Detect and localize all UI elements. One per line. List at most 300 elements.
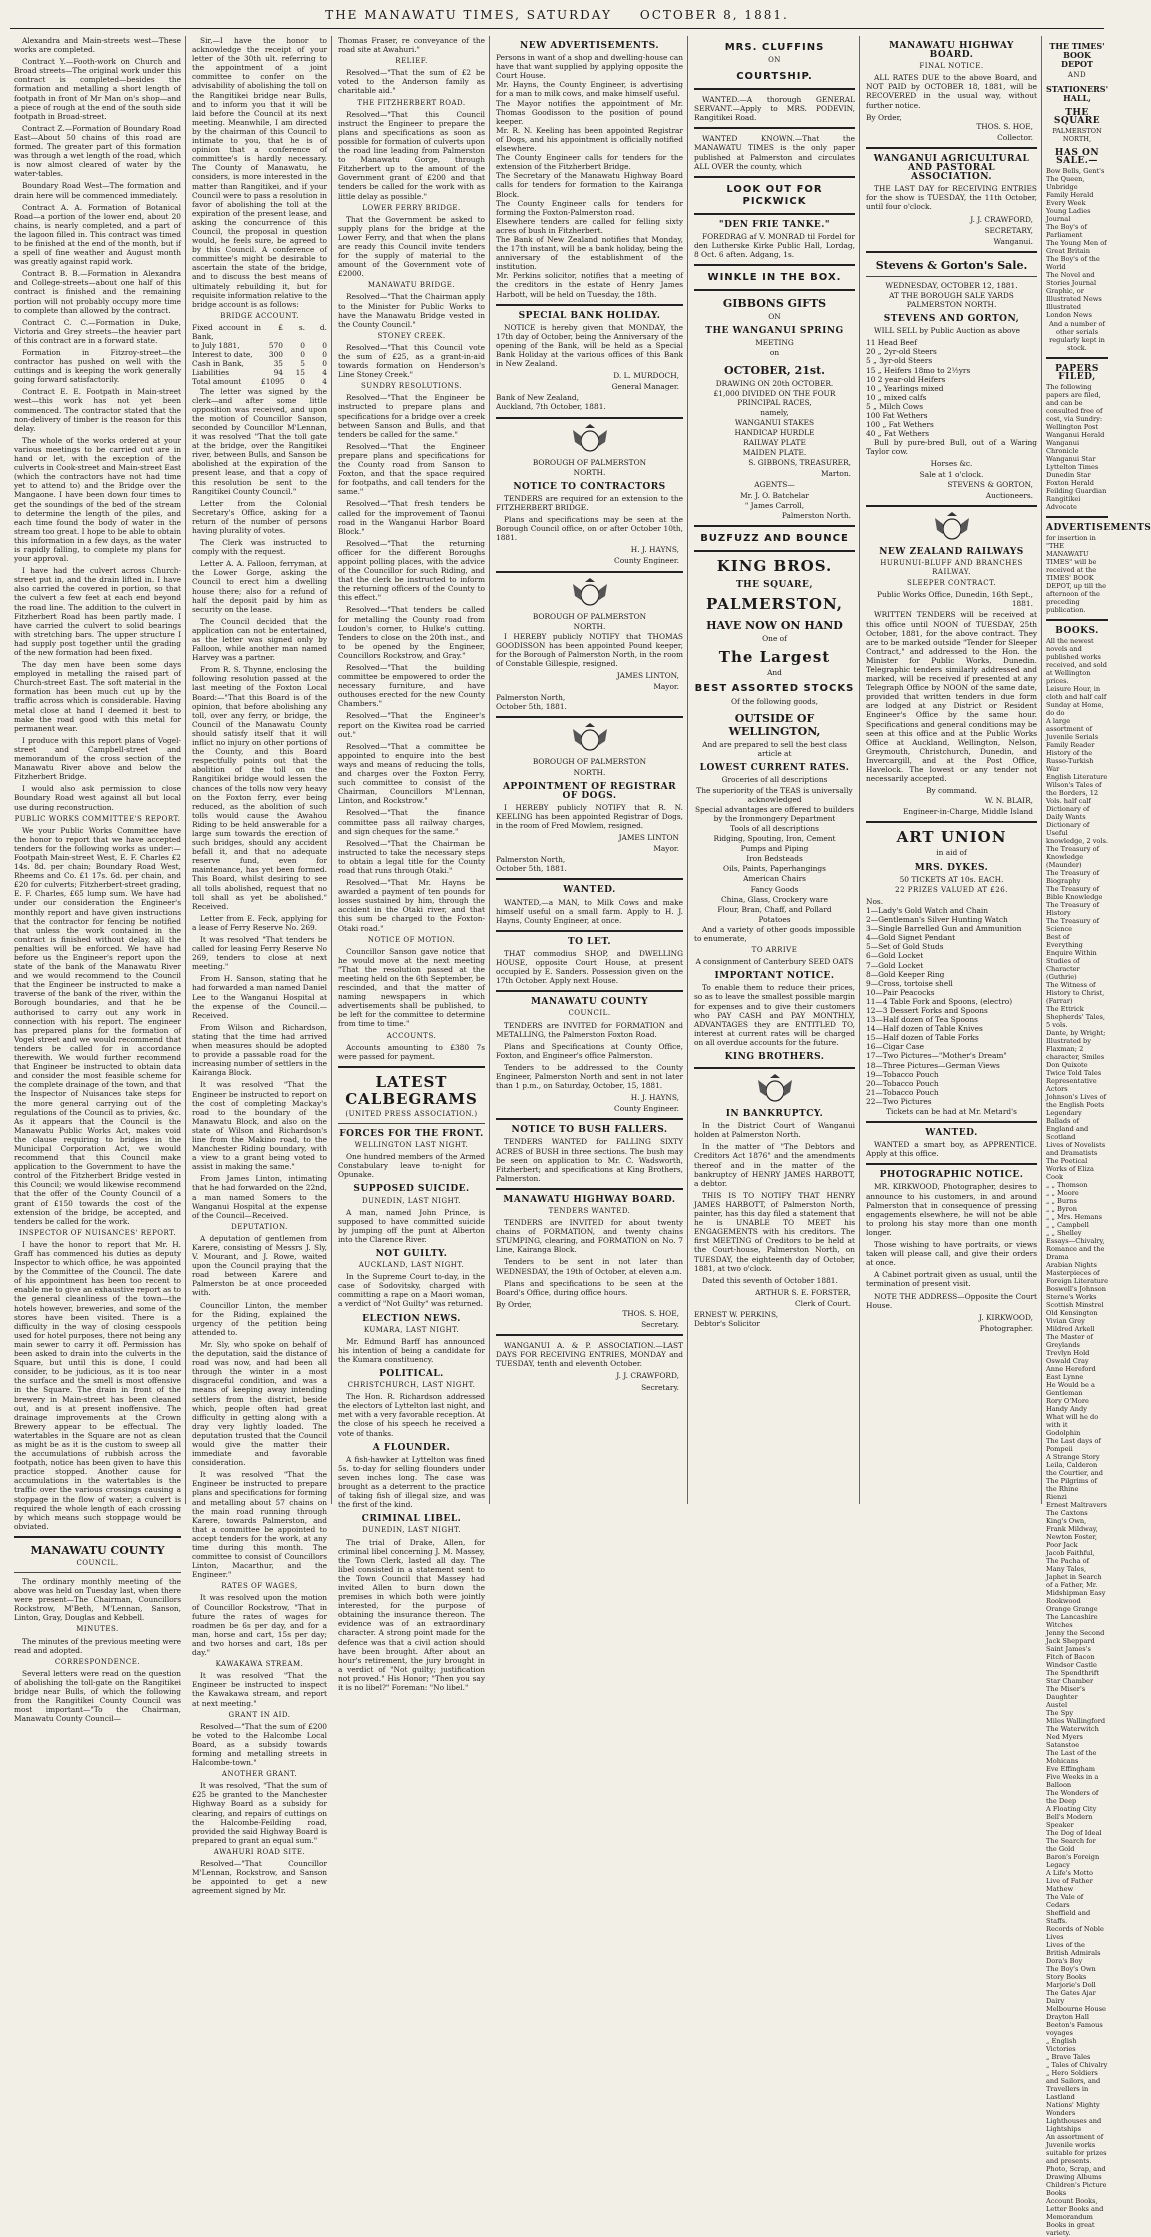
list-item: 5 „ 3yr-old Steers	[866, 356, 933, 366]
text: Horses &c.	[930, 459, 973, 469]
list-item: Rangitikei Advocate	[1046, 495, 1081, 511]
list-item: Rory O'More	[1046, 1397, 1089, 1405]
signature: October 5th, 1881.	[496, 702, 567, 712]
signature: ARTHUR S. E. FORSTER,	[755, 1287, 851, 1297]
list-item: Ernest Maltravers	[1046, 1501, 1107, 1509]
subhead: RATES OF WAGES,	[221, 1582, 298, 1591]
list-item: Wanganui Star	[1046, 455, 1096, 463]
divider	[694, 550, 855, 552]
list-item: 16—Cigar Case	[866, 1042, 925, 1052]
list-item: 5 „ Milch Cows	[866, 401, 923, 411]
list-item: East Lynne	[1046, 1373, 1084, 1381]
list-item: Austel	[1046, 1701, 1068, 1709]
divider	[496, 304, 683, 306]
para: WANTED KNOWN.—That the MANAWATU TIMES is the only paper published at Palmerston and circulates ALL OVER the county, which	[694, 134, 855, 171]
heading: ART UNION	[896, 828, 1007, 847]
heading: PAPERS FILED,	[1055, 364, 1099, 382]
text: £1,000 DIVIDED ON THE FOUR PRINCIPAL RACES,	[713, 388, 836, 407]
divider	[866, 1121, 1037, 1123]
text: DRAWING ON 20th OCTOBER.	[715, 378, 834, 388]
para: And a variety of other goods impossible to enumerate,	[694, 924, 855, 943]
list-item: Trevlyn Hold	[1046, 1349, 1090, 1357]
royal-crest-icon	[567, 578, 613, 608]
list-item: Nations' Mighty Wonders	[1046, 2101, 1100, 2117]
para: Resolved—"That tenders be called for metalling the County road from Loudon's corner, to Hulke's cutting. Tenders to close on the 20th inst., and to be opened by the Engineer, Councillors Rockstrow, and Gray."	[338, 605, 485, 660]
heading: ADVERTISEMENTS	[1046, 523, 1151, 533]
list-item: 5—Set of Gold Studs	[866, 942, 944, 952]
list-item: The Treasury of Bible Knowledge	[1046, 885, 1103, 901]
text: An assortment of Juvenile works suitable for prizes and presents.	[1046, 2133, 1107, 2165]
dateline: WELLINGTON LAST NIGHT.	[354, 1141, 469, 1150]
subhead: HURUNUI-BLUFF AND BRANCHES RAILWAY.	[880, 558, 1023, 577]
serials-list	[1046, 167, 1108, 319]
divider	[496, 571, 683, 573]
list-item: Jacob Faithful, The Pacha of Many Tales, Japhet in Search of a Father, Mr. Midshipman Easy	[1046, 1549, 1106, 1597]
para: Resolved—"That Councillor M'Lennan, Rockstrow, and Sanson be appointed to get a new agreement signed by Mr.	[192, 1859, 327, 1896]
list-item: Lighthouses and Lightships	[1046, 2117, 1102, 2133]
subhead: THE FITZHERBERT ROAD.	[357, 98, 466, 107]
list-item: Foxton Herald	[1046, 479, 1094, 487]
para: WILL SELL by Public Auction as above	[874, 326, 1021, 336]
para: Sir,—I have the honor to acknowledge the receipt of your letter of the 30th ult. referring to the appointment of a joint committee to confer on the advisability of abolishing the toll on the Rangitikei bridge near Bulls, and to inform you that it will be laid before the Council at its next meeting. Meanwhile, I am directed by the chairman of this Council to intimate to you, that he is of opinion that a conference of committee's is hardly necessary. The County of Manawatu, he considers, is more interested in the matter than Rangitikei, and if your Council were to pass a resolution in favor of abolishing the toll at the expiration of the present lease, and asking the concurrence of this Council, the proposal in question would, he feels sure, be agreed to by this Council. A conference of committee's might be desirable to ascertain the state of the bridge, and to discuss the best means of ultimately rebuilding it, but for requisite information relative to the bridge account is as follows:	[192, 36, 327, 309]
signature: S. GIBBONS, TREASURER,	[748, 458, 851, 468]
subhead: AND	[1067, 71, 1087, 79]
list-item: 1—Lady's Gold Watch and Chain	[866, 905, 989, 915]
list-item: China, Glass, Crockery ware	[721, 894, 828, 904]
para: Letter from E. Feck, applying for a lease of Ferry Reserve No. 269.	[192, 913, 327, 932]
list-item: Vivian Grey	[1046, 1317, 1085, 1325]
para: WANTED a smart boy, as APPRENTICE. Apply at this office.	[866, 1140, 1037, 1159]
text: MEETING	[755, 338, 794, 348]
divider	[694, 213, 855, 215]
signature: Collector.	[997, 132, 1033, 142]
para: The Hon. R. Richardson addressed the electors of Lyttelton last night, and met with a very favorable reception. At the close of his speech he received a vote of thanks.	[338, 1392, 485, 1438]
heading: IN BANKRUPTCY.	[725, 1109, 824, 1120]
para: Resolved—"That fresh tenders be called for the improvement of Taonui road in the Wanganui Harbor Board Block."	[338, 499, 485, 536]
divider	[694, 289, 855, 291]
account-cell: d.	[319, 322, 327, 332]
list-item: Oils, Paints, Paperhangings	[723, 864, 826, 874]
list-item: Bow Bells, Gent's	[1046, 167, 1105, 175]
text: 50 TICKETS AT 10s. EACH.	[899, 874, 1004, 884]
list-item: Fancy Goods	[750, 884, 799, 894]
para: Contract A. A. Formation of Botanical Road—a portion of the lower end, about 20 chains, is nearly completed, and a part of the lagoon filled in. This contract was timed to be finished at the end of the month, but if a spell of fine weather and August month was greatly against rapid work.	[14, 202, 181, 267]
column-7	[1044, 36, 1151, 2237]
list-item: Baron's Foreign Legacy	[1046, 1853, 1100, 1869]
subhead: MINUTES.	[76, 1625, 119, 1634]
divider	[1046, 357, 1108, 359]
divider	[694, 525, 855, 527]
list-item: A Strange Story	[1046, 1453, 1100, 1461]
list-item: Jack Sheppard	[1046, 1637, 1095, 1645]
para: Contract B. B.—Formation in Alexandra and College-streets—about one half of this contract is finished and the remaining portion will not probably occupy more time to complete than allowed by the contract.	[14, 269, 181, 315]
heading: THE SQUARE	[1053, 108, 1101, 126]
signature: Auctioneers.	[985, 490, 1033, 500]
para: TENDERS are INVITED for about twenty chains of FORMATION, and twenty chains STUMPING, clearing, and FORMATION on No. 7 Line, Kairanga Block.	[496, 1218, 683, 1255]
heading: BOROUGH OF PALMERSTON	[532, 457, 647, 467]
divider	[14, 1536, 181, 1538]
text: AT THE BOROUGH SALE YARDS PALMERSTON NORTH.	[889, 290, 1014, 309]
column-6	[862, 36, 1042, 1504]
royal-crest-icon	[567, 424, 613, 454]
list-item: 6—Gold Locket	[866, 951, 924, 961]
paper-date: OCTOBER 8, 1881.	[639, 8, 789, 22]
account-cell: Fixed account in Bank,	[192, 322, 261, 341]
list-item: Eve Effingham	[1046, 1765, 1096, 1773]
list-item: The Search for the Gold	[1046, 1837, 1096, 1853]
heading: LOWEST CURRENT RATES.	[699, 763, 850, 774]
heading: WANGANUI AGRICULTURAL AND PASTORAL ASSOCIATION.	[873, 153, 1030, 183]
signature: Clerk of Court.	[794, 1298, 851, 1308]
account-cell: £1095	[261, 377, 285, 387]
para: ALL RATES DUE to the above Board, and NOT PAID by OCTOBER 18, 1881, will be RECOVERED in the usual way, without further notice.	[866, 73, 1037, 110]
divider	[866, 147, 1037, 149]
para: The trial of Drake, Allen, for criminal libel concerning J. M. Massey, the Town Clerk, lasted all day. The libel consisted in a statement sent to the Town Council that Massey had invited Allen to burn down the premises in which both were jointly interested, for the purpose of obtaining the insurance thereon. The evidence was of an extraordinary character. A strong point made for the defence was that a civil action should have been brought. After about an hour's retirement, the jury brought in a verdict of "Not guilty; justification not proved." His Honor; "Then you say it is no libel?" Foreman: "No libel."	[338, 1537, 485, 1692]
signature: ERNEST W. PERKINS,	[694, 1309, 779, 1319]
account-cell: £	[278, 322, 283, 332]
list-item: Saint James's	[1046, 1645, 1091, 1653]
heading: THE WANGANUI SPRING	[705, 326, 844, 337]
list-item: Old Kensington	[1046, 1309, 1098, 1317]
list-item: The Spy	[1046, 1709, 1074, 1717]
list-item: MAIDEN PLATE.	[742, 448, 807, 458]
para: WANTED,—a MAN, to Milk Cows and make himself useful on a small farm. Apply to H. J. Hayns, County Engineer, at once.	[496, 897, 683, 925]
list-item: Illustrated London News	[1046, 303, 1092, 319]
heading: STATIONERS' HALL,	[1046, 84, 1109, 103]
list-item: The Secretary of the Manawatu Highway Board calls for tenders for formation to the Kairanga Block.	[496, 171, 683, 199]
para: It was resolved upon the motion of Councillor Rockstrow, "That in future the rates of wages for roadmen be 6s per day, and for a man, horse and cart, 15s per day; and two horses and cart, 18s per day."	[192, 1593, 327, 1658]
list-item: Best of Everything	[1046, 933, 1083, 949]
text: One of	[762, 633, 787, 643]
signature: Debtor's Solicitor	[694, 1319, 760, 1329]
subhead: GRANT IN AID.	[228, 1710, 291, 1719]
para: NOTE THE ADDRESS—Opposite the Court House.	[866, 1291, 1037, 1310]
signature: J. KIRKWOOD,	[978, 1312, 1033, 1322]
list-item: Beeton's Famous voyages	[1046, 2021, 1103, 2037]
heading: TO LET.	[567, 936, 612, 947]
list-item: Arabian Nights	[1046, 1261, 1097, 1269]
subhead: CORRESPONDENCE.	[54, 1657, 141, 1666]
para: Formation in Fitzroy-street—the contractor has pushed on well with the cuttings and is keeping the work generally going forward satisfactorily.	[14, 348, 181, 385]
account-cell: 0	[322, 341, 327, 351]
subhead: NOTICE OF MOTION.	[367, 935, 456, 944]
list-item: Records of Noble Lives	[1046, 1925, 1104, 1941]
list-item: Leila, Calderon the Courtier, and The Pilgrims of the Rhine	[1046, 1461, 1103, 1493]
subhead: TENDERS WANTED.	[548, 1207, 631, 1215]
list-item: 19—Tobacco Pouch	[866, 1069, 939, 1079]
list-item: RAILWAY PLATE	[743, 438, 806, 448]
list-item: The Novel and Stories Journal	[1046, 271, 1097, 287]
list-item: Boswell's Johnson	[1046, 1285, 1106, 1293]
list-item: The Treasury of Knowledge (Maunder)	[1046, 845, 1100, 869]
para: Resolved—"That a committee be appointed to enquire into the best ways and means of reducing the tolls, and charges over the Foxton Ferry, such committee to consist of the Chairman, Councillors M'Lennan, Linton, and Rockstrow."	[338, 741, 485, 806]
list-item: The Mayor notifies the appointment of Mr. Thomas Goodisson to the position of pound keeper.	[496, 98, 683, 126]
divider	[866, 821, 1037, 823]
para: Contract Y.—Footh-work on Church and Broad streets—The original work under this contract is completed—besides the formation and metalling a short length of footpath in front of Mr Man on's shop—and a piece of rough at the end of the south side footpath in Broad-street.	[14, 57, 181, 121]
account-cell: 0	[300, 377, 305, 387]
text: " James Carroll,	[744, 500, 805, 510]
list-item: 21—Tobacco Pouch	[866, 1087, 939, 1097]
list-item: A large assortment of Juvenile Serials	[1046, 717, 1099, 741]
para: Resolved—"That the sum of £2 be voted to the Anderson family as charitable aid."	[338, 68, 485, 96]
para: Thomas Fraser, re conveyance of the road site at Awahuri."	[338, 36, 485, 55]
subhead: ELECTION NEWS.	[362, 1313, 461, 1324]
subhead: COUNCIL.	[568, 1009, 611, 1018]
list-item: The Poetical Works of Eliza Cook	[1046, 1157, 1094, 1181]
list-item: What will he do with it	[1046, 1413, 1099, 1429]
list-item: Lyttelton Times	[1046, 463, 1099, 471]
list-item: „ Hero Soldiers and Sailors, and Travellers in Lastland	[1046, 2069, 1101, 2101]
divider	[694, 176, 855, 178]
bridge-account-table	[192, 323, 327, 387]
list-item: Twice Told Tales	[1046, 1069, 1102, 1077]
new-ads-list	[496, 53, 683, 299]
heading: IMPORTANT NOTICE.	[714, 971, 835, 982]
heading: OUTSIDE OF WELLINGTON,	[728, 712, 821, 739]
list-item: Enquire Within	[1046, 949, 1097, 957]
para: Resolved—"That the Engineer's report on the Kiwitea road be carried out."	[338, 711, 485, 739]
signature: J. J. CRAWFORD,	[616, 1371, 679, 1381]
para: A fish-hawker at Lyttelton was fined 5s. to-day for selling flounders under seven inches long. The case was brought as a deterrent to the practice of taking fish of illegal size, and was the first of the kind.	[338, 1454, 485, 1510]
list-item: Johnson's Lives of the English Poets	[1046, 1093, 1107, 1109]
signature: J. J. CRAWFORD,	[970, 214, 1033, 224]
subhead: BRIDGE ACCOUNT.	[220, 311, 299, 320]
divider	[866, 505, 1037, 507]
divider	[14, 1572, 181, 1573]
para: A Cabinet portrait given as usual, until the termination of present visit.	[866, 1270, 1037, 1289]
subhead: AWAHURI ROAD SITE.	[213, 1847, 306, 1856]
list-item: 17—Two Pictures—"Mother's Dream"	[866, 1051, 1007, 1061]
list-item: The County Engineer calls for tenders for the extension of the Fitzherbert Bridge.	[496, 153, 683, 172]
account-row	[192, 341, 327, 350]
signature: Secretary.	[641, 1382, 679, 1392]
divider	[694, 88, 855, 90]
signature: Auckland, 7th October, 1881.	[496, 402, 606, 412]
subhead: TO ARRIVE	[751, 946, 798, 955]
list-item: 7—Gold Locket	[866, 960, 924, 970]
heading: STEVENS AND GORTON,	[883, 314, 1020, 325]
para: Dated this seventh of October 1881.	[702, 1275, 838, 1285]
heading: NORTH.	[573, 467, 606, 477]
signature: Bank of New Zealand,	[496, 393, 580, 403]
column-4	[492, 36, 688, 1504]
signature: SECRETARY,	[984, 225, 1033, 235]
list-item: Essays—Chivalry, Romance and the Drama	[1046, 1237, 1105, 1261]
list-item: „ Brave Tales	[1046, 2053, 1091, 2061]
list-item: 11 Head Beef	[866, 338, 917, 348]
list-item: 2—Gentleman's Silver Hunting Watch	[866, 915, 1008, 925]
heading: MANAWATU COUNTY	[530, 997, 649, 1008]
heading: MANAWATU COUNTY	[30, 1543, 165, 1557]
signature: Marton.	[820, 469, 851, 479]
heading: BOOKS.	[1055, 626, 1099, 636]
text: Palmerston North.	[781, 510, 851, 520]
para: Resolved—"That this Council vote the sum of £25, as a grant-in-aid towards formation on Henderson's Line Stoney Creek."	[338, 342, 485, 380]
signature: Engineer-in-Charge, Middle Island	[902, 807, 1033, 817]
list-item: 15 „ Heifers 18mo to 2½yrs	[866, 365, 971, 375]
subhead: ACCOUNTS.	[386, 1031, 437, 1040]
para: The day men have been some days employed in metalling the raised part of Church-street East. The soft material in the formation has been much cut up by the traffic across which is considerable. Having metal close at hand I deemed it best to make the road good with this metal for permanent wear.	[14, 660, 181, 733]
list-item: History of the Russo-Turkish War	[1046, 749, 1094, 773]
account-cell: Interest to date,	[192, 350, 253, 360]
list-item: The Gates Ajar	[1046, 1989, 1096, 1997]
para: It was resolved "That the Engineer be instructed to prepare plans and specifications for forming and metalling about 57 chains on the main road running through Karere, towards Palmerston, and that a committee be appointed to accept tenders for the work, at any time during this month. The committee to consist of Councillors Linton, Macarthur, and the Engineer."	[192, 1470, 327, 1580]
list-item: Windsor Castle	[1046, 1661, 1097, 1669]
text: Of the following goods,	[731, 697, 818, 707]
masthead	[10, 8, 1104, 29]
heading: Stevens & Gorton's Sale.	[875, 258, 1028, 272]
para: Bull by pure-bred Bull, out of a Waring Taylor cow.	[866, 438, 1037, 457]
divider	[694, 264, 855, 266]
text: Sale at 1 o'clock.	[919, 469, 984, 479]
text: Tickets can be had at Mr. Metard's	[886, 1107, 1017, 1116]
subhead: MANAWATU BRIDGE.	[367, 281, 456, 290]
account-row	[192, 359, 327, 368]
heading: THE TIMES' BOOK DEPOT	[1049, 41, 1105, 69]
list-item: Dictionary of Daily Wants	[1046, 805, 1090, 821]
account-cell: 4	[322, 368, 327, 378]
list-item: „ „ Mrs. Hemans	[1046, 1213, 1102, 1221]
signature: Mayor.	[653, 844, 679, 854]
heading: NEW ADVERTISEMENTS.	[520, 41, 659, 51]
heading: OCTOBER, 21st.	[724, 363, 825, 377]
list-item: Dictionary of Useful knowledge, 2 vols.	[1046, 821, 1108, 845]
para: Contract Z.—Formation of Boundary Road East—About 50 chains of this road are formed. The greater part of this formation was through a wet length of the road, which is now almost cleared of water by the water-tables.	[14, 123, 181, 179]
subhead: ON	[768, 56, 781, 64]
list-item: 15—Half dozen of Table Forks	[866, 1033, 979, 1043]
subhead: SUPPOSED SUICIDE.	[353, 1184, 470, 1195]
para: Resolved—"That the building committee be empowered to order the necessary furniture, and have outhouses erected for the new County Chambers."	[338, 663, 485, 709]
dateline: AUCKLAND, LAST NIGHT.	[358, 1261, 465, 1270]
text: for insertion in "THE MANAWATU TIMES" will be received at the TIMES' BOOK DEPOT, up till the afternoon of the preceding publication.	[1046, 534, 1106, 614]
list-item: The Ettrick Shepherds' Tales, 5 vols.	[1046, 1005, 1106, 1029]
text: All the newest novels and published works received, and sold at Wellington prices.	[1046, 637, 1107, 685]
divider	[1046, 619, 1108, 621]
account-row	[192, 350, 327, 359]
list-item: Oswald Cray	[1046, 1357, 1089, 1365]
para: Letter from the Colonial Secretary's Office, asking for a return of the number of persons having plurality of votes.	[192, 498, 327, 535]
list-item: The Young Men of Great Britain	[1046, 239, 1107, 255]
signature: October 5th, 1881.	[496, 864, 567, 874]
list-item: „ „ Campbell	[1046, 1221, 1089, 1229]
para: I would also ask permission to close Boundary Road west against all but local use during reconstruction.	[14, 784, 181, 812]
signature: H. J. HAYNS,	[630, 1093, 679, 1103]
para: From James Linton, intimating that he had forwarded on the 22nd, a man named Somers to the Wanganui Hospital at the expense of the Council—Received.	[192, 1174, 327, 1220]
list-item: Scottish Minstrel	[1046, 1301, 1104, 1309]
list-item: Tools of all descriptions	[730, 823, 819, 833]
para: Tenders to be sent in not later than WEDNESDAY, the 19th of October, at eleven a.m.	[496, 1257, 683, 1276]
para: Resolved—"That this Council instruct the Engineer to prepare the plans and specifications as soon as possible for formation of culverts upon the road line leading from Palmerston to Manawatu Gorge, through Fitzherbert up to the amount of the Government grant of £200 and that tenders be called for the work with as little delay as possible."	[338, 109, 485, 201]
subhead: A FLOUNDER.	[372, 1442, 451, 1453]
list-item: HANDICAP HURDLE	[734, 427, 815, 437]
list-item: 18—Three Pictures—German Views	[866, 1060, 1000, 1070]
list-item: 10 „ Yearlings mixed	[866, 383, 944, 393]
list-item: Mr. Perkins solicitor, notifies that a meeting of the creditors in the estate of Henry James Harbott, will be held on Tuesday, the 18th.	[496, 271, 683, 299]
list-item: Sunday at Home, do do	[1046, 701, 1104, 717]
dateline: CHRISTCHURCH, LAST NIGHT.	[347, 1381, 476, 1390]
heading: MANAWATU HIGHWAY BOARD.	[503, 1194, 676, 1205]
signature: By Order,	[866, 112, 902, 122]
heading: HAS ON SALE.—	[1054, 148, 1100, 166]
para: TENDERS are required for an extension to the FITZHERBERT BRIDGE.	[496, 493, 683, 512]
para: A man, named John Prince, is supposed to have committed suicide by jumping off the punt at Alberton into the Clarence River.	[338, 1207, 485, 1244]
list-item: Persons in want of a shop and dwelling-house can have that want supplied by applying opposite the Court House.	[496, 53, 683, 81]
para: Resolved—"That the Engineer be instructed to prepare plans and specifications for a bridge over a creek between Sanson and Bulls, and that tenders be called for the same."	[338, 393, 485, 439]
para: WANGANUI A. & P. ASSOCIATION.—LAST DAYS FOR RECEIVING ENTRIES, MONDAY and TUESDAY, tenth and eleventh October.	[496, 1341, 683, 1369]
royal-crest-icon	[567, 723, 613, 753]
divider	[496, 878, 683, 880]
para: It was resolved "That tenders be called for leasing Ferry Reserve No 269, tenders to close at next meeting."	[192, 935, 327, 972]
list-item: The Treasury of History	[1046, 901, 1100, 917]
heading: NORTH.	[573, 621, 606, 631]
list-item: The Last days of Pompeii	[1046, 1437, 1101, 1453]
subhead: FORCES FOR THE FRONT.	[339, 1128, 484, 1139]
para: THE LAST DAY for RECEIVING ENTRIES for the show is TUESDAY, the 11th October, until four o'clock.	[866, 184, 1037, 212]
list-item: King's Own, Frank Mildway, Newton Foster, Poor Jack	[1046, 1517, 1098, 1549]
text: A consignment of Canterbury SEED OATS	[695, 957, 854, 967]
heading: BUZFUZZ AND BOUNCE	[700, 532, 849, 544]
list-item: Graphic, or Illustrated News	[1046, 287, 1102, 303]
account-cell: 94	[273, 368, 283, 378]
para: WANTED.—A thorough GENERAL SERVANT.—Apply to MRS. PODEVIN, Rangitikei Road.	[694, 95, 855, 123]
text: And a number of other serials regularly kept in stock.	[1049, 320, 1105, 352]
list-item: Lives of the British Admirals	[1046, 1941, 1101, 1957]
list-item: The Bank of New Zealand notifies that Monday, the 17th instant, will be a bank holiday, being the anniversary of the establishment of the institution.	[496, 234, 683, 272]
heading: GIBBONS GIFTS	[722, 297, 827, 311]
goods-list	[694, 775, 855, 923]
signature: County Engineer.	[614, 1104, 679, 1114]
column-3	[334, 36, 490, 1692]
subhead: POLITICAL.	[379, 1369, 444, 1379]
para: Mr. Sly, who spoke on behalf of the deputation, said the distance of road was now, and had been all through the winter in a most disgraceful condition, and was a means of keeping away intending settlers from the district, beside which, people often had great difficulty in getting along with a dray very lightly loaded. The deputation trusted that the Council would give the matter their immediate and favorable consideration.	[192, 1339, 327, 1468]
para: Mr. Edmund Barff has announced his intention of being a candidate for the Kumara constituency.	[338, 1336, 485, 1364]
list-item: The Last of the Mohicans	[1046, 1749, 1097, 1765]
divider	[866, 276, 1037, 277]
divider	[496, 930, 683, 932]
list-item: 20—Tobacco Pouch	[866, 1078, 939, 1088]
account-cell: 5	[300, 359, 305, 369]
para: I produce with this report plans of Vogel-street and Campbell-street and memorandum of the cross section of the Manawatu River above and below the Fitzherbert Bridge.	[14, 735, 181, 782]
divider	[496, 716, 683, 718]
account-cell: 0	[300, 350, 305, 360]
signature: THOS. S. HOE,	[976, 121, 1033, 131]
para: Councillor Sanson gave notice that he would move at the next meeting "That the resolution passed at the meeting held on the 6th September, be rescinded, and that the matter of naming newspapers in which advertisements shall be published, to be left for the committee to determine from time to time."	[338, 946, 485, 1029]
signature: H. J. HAYNS,	[630, 545, 679, 555]
list-item: 12—3 Dessert Forks and Spoons	[866, 1005, 988, 1015]
divider	[338, 1123, 485, 1124]
list-item: The Master of Greylands	[1046, 1333, 1093, 1349]
columns	[10, 36, 1151, 2237]
subhead: 22 PRIZES VALUED AT £26.	[895, 885, 1008, 894]
para: Resolved—"That the Chairman apply to the Minister for Public Works to have the Manawatu Bridge vested in the County Council."	[338, 292, 485, 329]
list-item: Wilson's Tales of the Borders, 12 Vols. half calf	[1046, 781, 1102, 805]
account-cell: 15	[295, 368, 305, 378]
signature: Mayor.	[653, 682, 679, 692]
text: Account Books, Letter Books and Memorandum Books in great variety.	[1046, 2197, 1104, 2237]
para: FOREDRAG af V. MONRAD til Fordel for den Lutherske Kirke Public Hall, Lordag, 8 Oct. 6 aften. Adgang, 1s.	[694, 231, 855, 260]
signature: THOS. S. HOE,	[622, 1308, 679, 1318]
subhead: STONEY CREEK.	[377, 331, 446, 340]
signature: D. L. MURDOCH,	[613, 371, 679, 381]
account-cell: 0	[322, 350, 327, 360]
heading: PALMERSTON,	[706, 594, 843, 613]
royal-crest-icon	[752, 1074, 798, 1104]
heading: MRS. CLUFFINS	[724, 42, 825, 53]
heading: APPOINTMENT OF REGISTRAR OF DOGS.	[502, 781, 677, 801]
list-item: The Miser's Daughter	[1046, 1685, 1086, 1701]
list-item: Wanganui Chronicle	[1046, 439, 1080, 455]
list-item: Rienzi	[1046, 1493, 1067, 1501]
